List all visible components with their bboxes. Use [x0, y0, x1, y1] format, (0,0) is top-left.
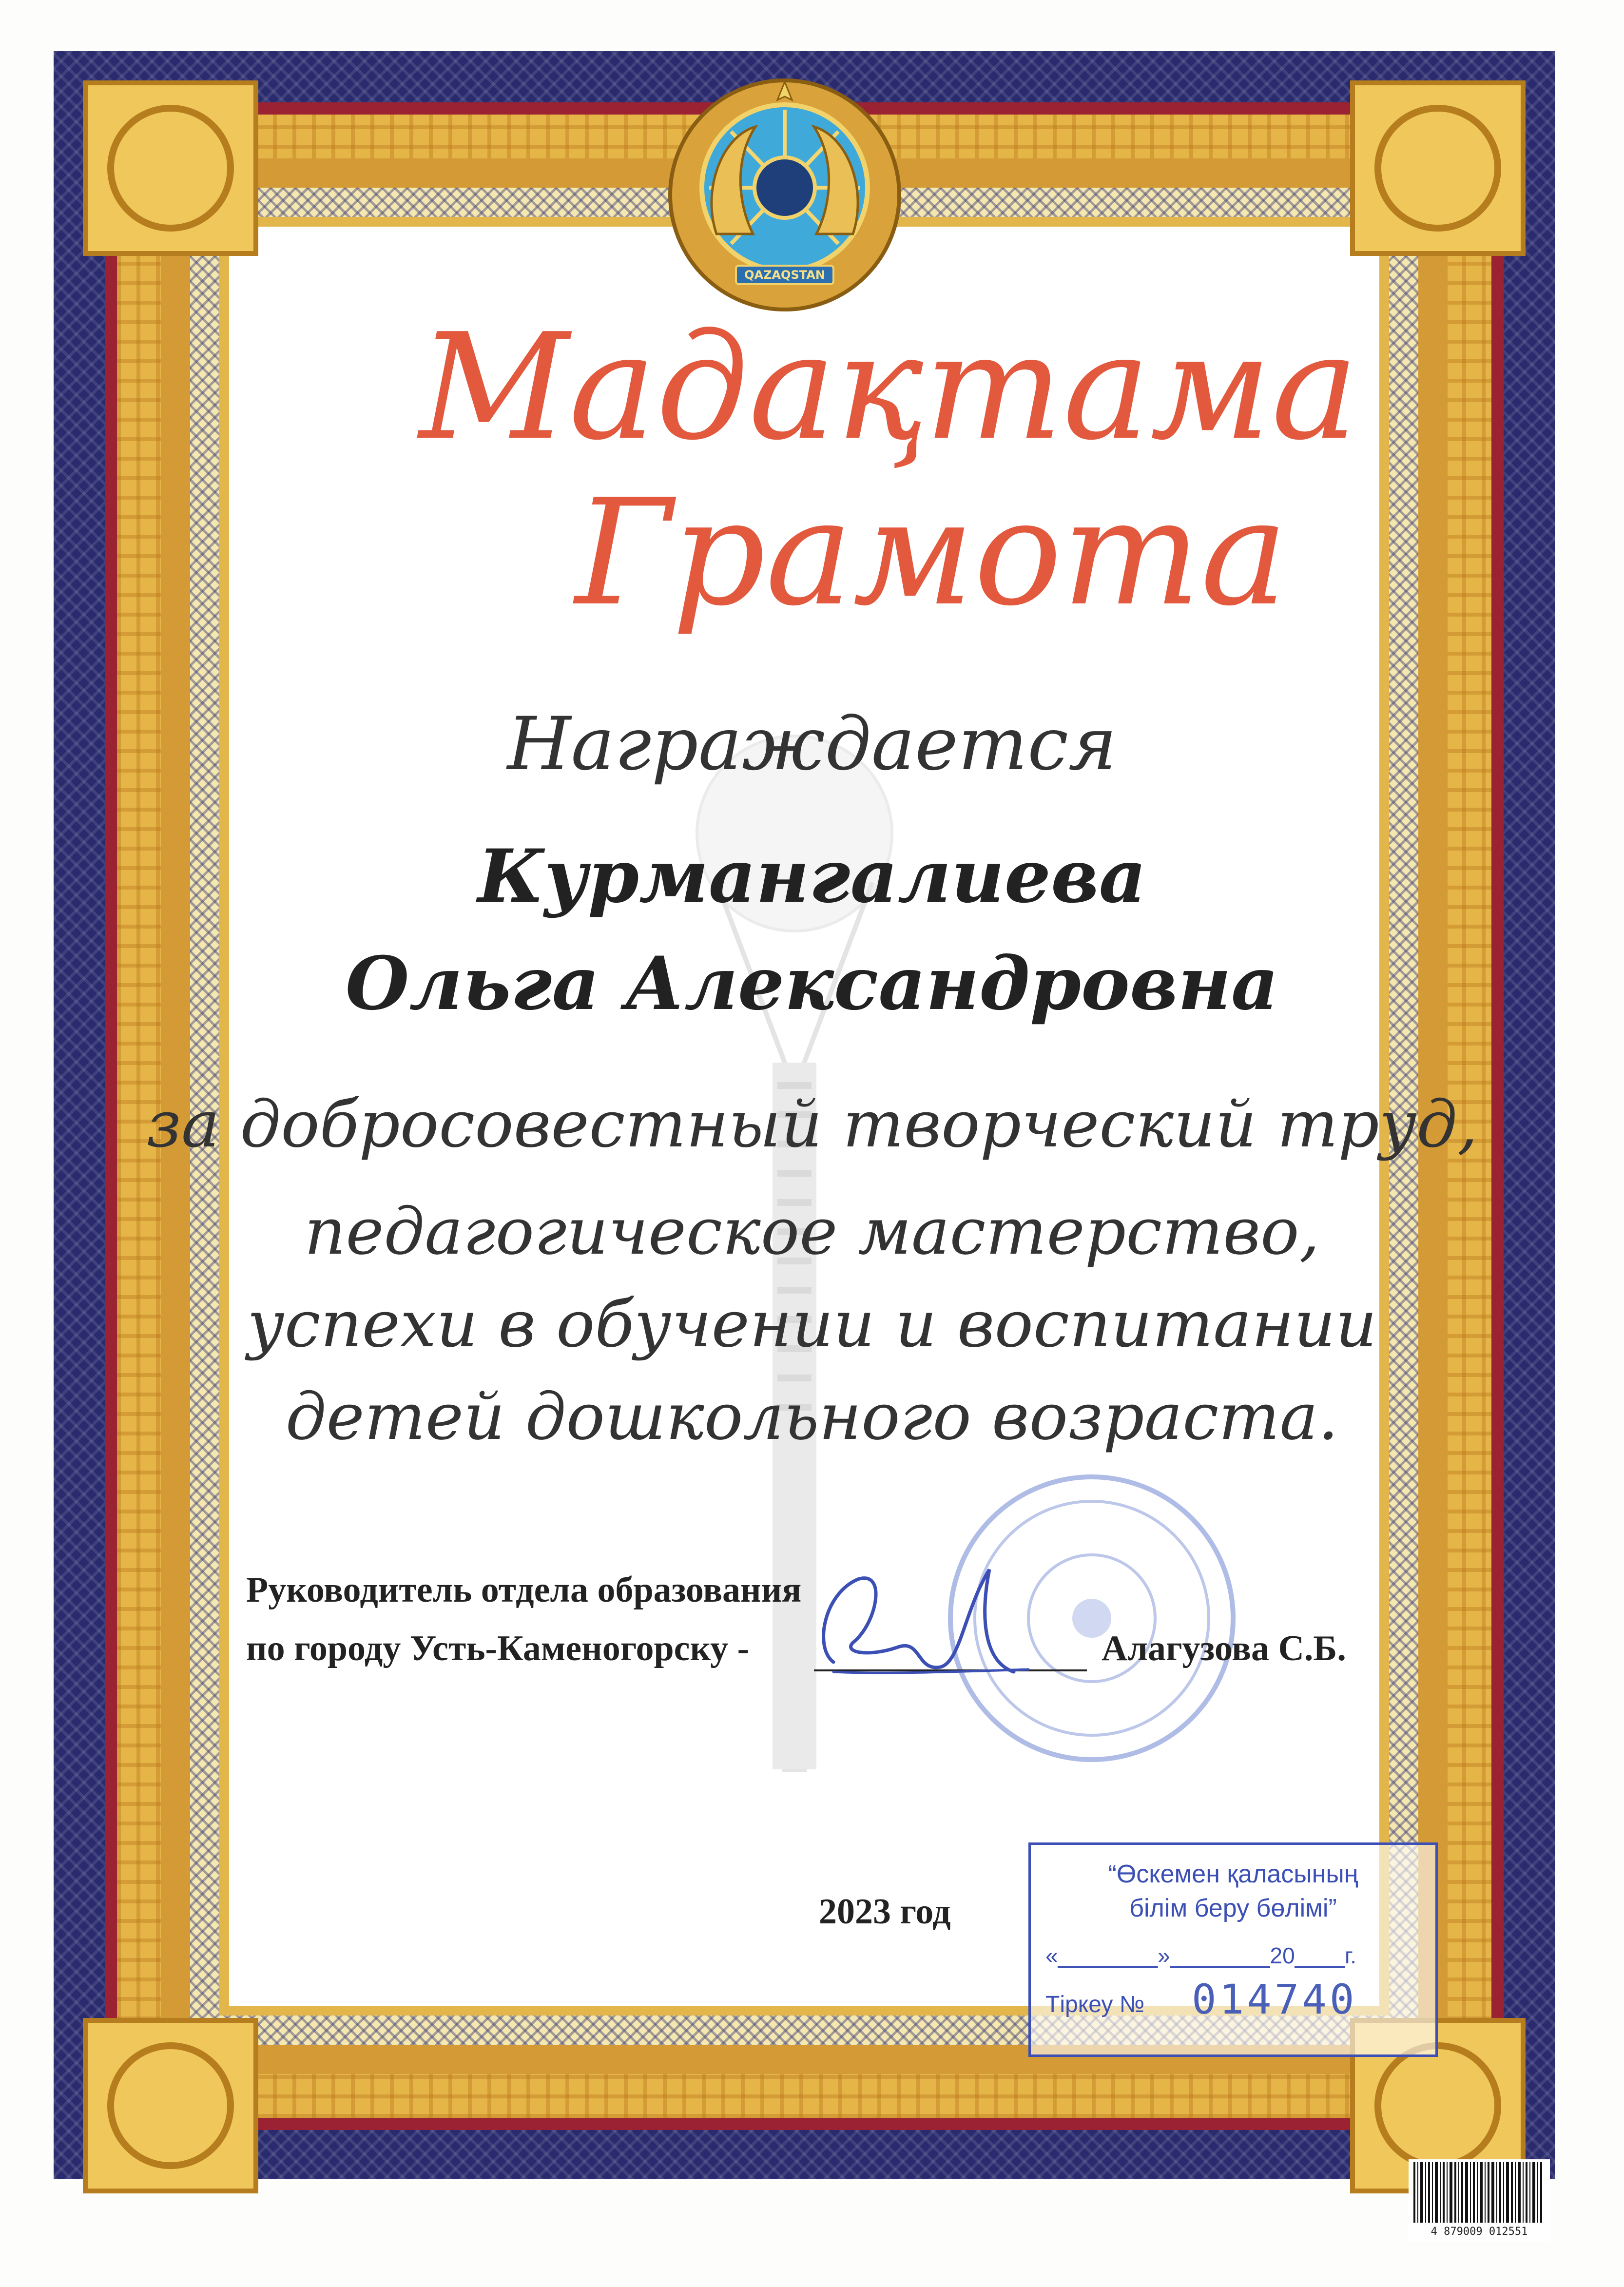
corner-ornament-icon: [83, 80, 258, 256]
signatory-department: по городу Усть-Каменогорску -: [246, 1628, 750, 1668]
stamp-registration-label: Тіркеу №: [1045, 1992, 1145, 2017]
barcode-digits: 4 879009 012551: [1431, 2226, 1528, 2238]
handwritten-signature: [804, 1550, 1038, 1691]
stamp-registration-number: 014740: [1192, 1976, 1357, 2023]
certificate-title-russian: Грамота: [575, 468, 1288, 638]
recipient-surname: Курмангалиева: [478, 833, 1146, 919]
stamp-date-field: «________»________20____г.: [1045, 1943, 1356, 1968]
award-reason-line: успехи в обучении и воспитании: [247, 1287, 1377, 1362]
state-emblem-icon: [663, 73, 907, 317]
barcode: [1409, 2159, 1550, 2242]
corner-ornament-icon: [83, 2018, 258, 2193]
barcode-bars-icon: [1409, 2159, 1550, 2226]
stamp-organization-line2: білім беру бөлімі”: [1129, 1894, 1337, 1922]
awarded-label: Награждается: [507, 702, 1117, 787]
certificate-title-kazakh: Мадақтама: [419, 302, 1359, 472]
award-reason-line: педагогическое мастерство,: [304, 1194, 1320, 1269]
corner-ornament-icon: [1350, 80, 1526, 256]
signatory-title: Руководитель отдела образования: [246, 1570, 802, 1610]
certificate-year: 2023 год: [819, 1892, 951, 1932]
stamp-organization-line1: “Өскемен қаласының: [1108, 1860, 1358, 1888]
emblem-text: QAZAQSTAN: [744, 268, 825, 282]
award-reason-line: детей дошкольного возраста.: [285, 1379, 1339, 1454]
recipient-name: Ольга Александровна: [345, 941, 1279, 1027]
signatory-name: Алагузова С.Б.: [1102, 1628, 1346, 1668]
award-reason-line: за добросовестный творческий труд,: [146, 1087, 1478, 1162]
registration-stamp: [1028, 1842, 1438, 2057]
